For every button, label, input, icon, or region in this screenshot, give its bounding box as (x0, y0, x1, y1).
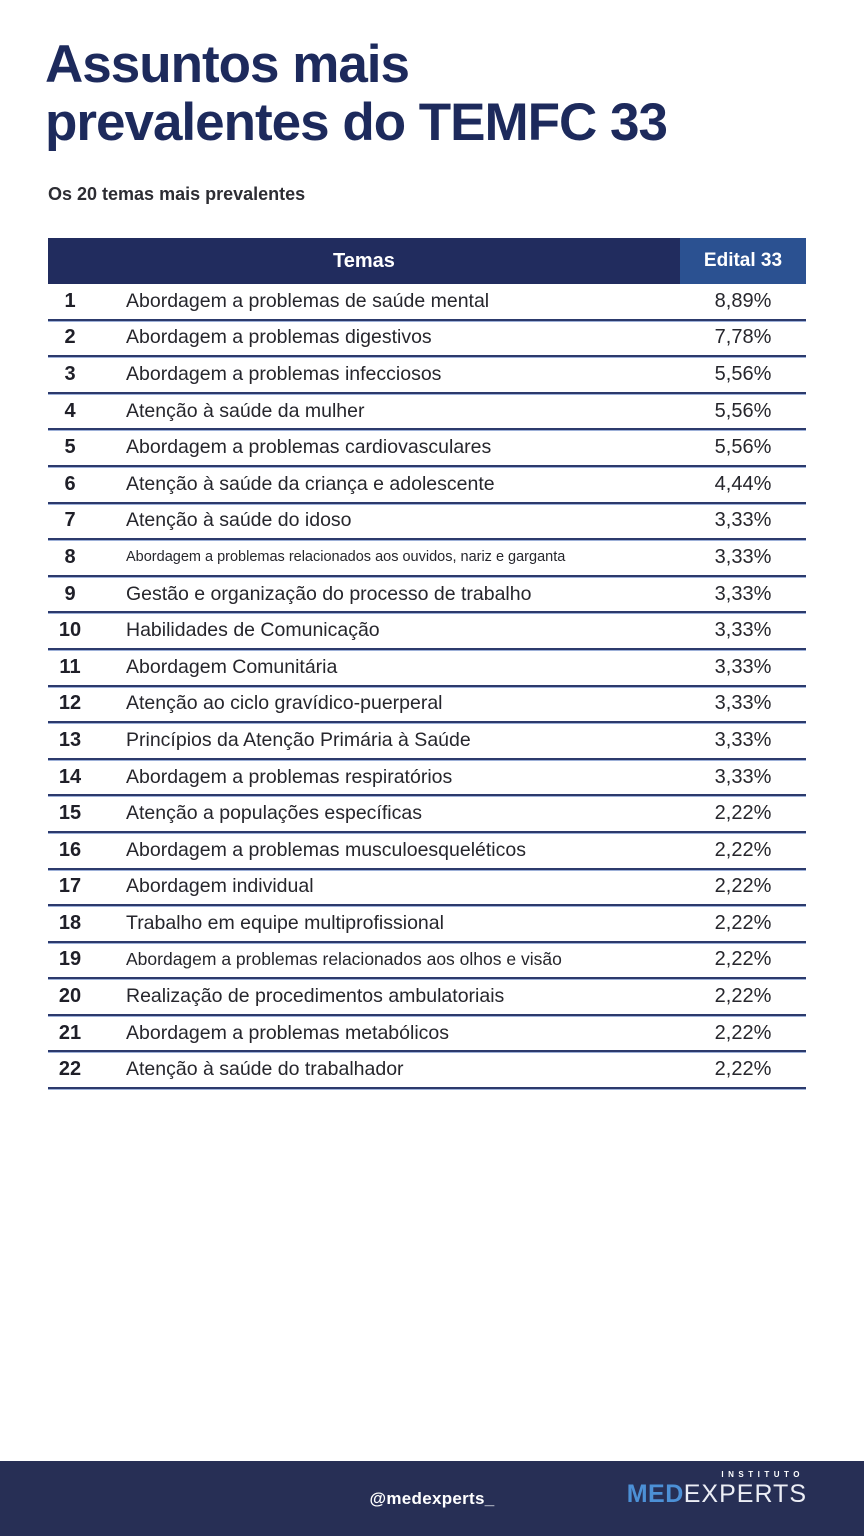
table-row (48, 943, 806, 980)
row-percentage: 3,33% (714, 655, 772, 678)
row-percentage: 5,56% (714, 399, 772, 422)
row-rank: 18 (58, 911, 82, 934)
table-row (48, 577, 806, 614)
row-percentage: 4,44% (714, 472, 772, 495)
row-theme: Abordagem a problemas digestivos (126, 326, 432, 349)
row-rank: 2 (64, 326, 76, 349)
row-theme: Abordagem a problemas musculoesqueléticos (126, 838, 526, 861)
table-row (48, 504, 806, 541)
logo-med-text: MED (626, 1480, 684, 1508)
row-theme: Abordagem individual (126, 875, 314, 898)
row-theme: Abordagem a problemas de saúde mental (126, 289, 490, 312)
table-row (48, 357, 806, 394)
row-theme: Habilidades de Comunicação (126, 619, 380, 642)
row-percentage: 3,33% (714, 728, 772, 751)
row-theme: Atenção a populações específicas (126, 802, 422, 825)
row-rank: 6 (64, 472, 76, 495)
row-rank: 12 (58, 692, 82, 715)
row-percentage: 2,22% (714, 1021, 772, 1044)
row-rank: 11 (59, 655, 81, 678)
table-row (48, 723, 806, 760)
footer-bar (0, 1461, 864, 1536)
row-theme: Realização de procedimentos ambulatoriais (126, 985, 505, 1008)
table-row (48, 321, 806, 358)
row-theme: Atenção ao ciclo gravídico-puerperal (126, 692, 443, 715)
row-percentage: 3,33% (714, 692, 772, 715)
row-rank: 22 (58, 1058, 82, 1081)
row-theme: Gestão e organização do processo de trabalho (126, 582, 532, 605)
table-row (48, 430, 806, 467)
row-rank: 9 (64, 582, 76, 605)
row-percentage: 2,22% (714, 838, 772, 861)
table-body (48, 284, 806, 1089)
row-percentage: 5,56% (714, 362, 772, 385)
row-theme: Abordagem a problemas cardiovasculares (126, 436, 492, 459)
table-row (48, 394, 806, 431)
row-rank: 5 (64, 436, 76, 459)
row-rank: 4 (64, 399, 76, 422)
row-theme: Trabalho em equipe multiprofissional (126, 911, 444, 934)
table-header-row (48, 238, 806, 284)
row-percentage: 7,78% (714, 326, 772, 349)
logo-instituto-text: INSTITUTO (721, 1470, 804, 1479)
table-header-edital-33: Edital 33 (680, 238, 806, 284)
page-title-line2: prevalentes do TEMFC 33 (45, 93, 668, 152)
row-rank: 15 (58, 802, 82, 825)
table-row (48, 870, 806, 907)
row-theme: Atenção à saúde do trabalhador (126, 1058, 404, 1081)
table-row (48, 1052, 806, 1089)
medexperts-logo (627, 1470, 807, 1507)
table-row (48, 796, 806, 833)
row-rank: 1 (64, 289, 76, 312)
row-percentage: 2,22% (714, 802, 772, 825)
table-row (48, 760, 806, 797)
table-row (48, 1016, 806, 1053)
row-percentage: 2,22% (714, 1058, 772, 1081)
row-percentage: 3,33% (714, 582, 772, 605)
row-rank: 19 (58, 948, 82, 971)
table-row (48, 467, 806, 504)
row-percentage: 2,22% (714, 985, 772, 1008)
row-percentage: 2,22% (714, 875, 772, 898)
row-percentage: 8,89% (714, 289, 772, 312)
table-row (48, 833, 806, 870)
row-theme: Atenção à saúde da mulher (126, 399, 365, 422)
table-row (48, 906, 806, 943)
page-title (45, 36, 667, 152)
row-rank: 17 (58, 875, 82, 898)
row-rank: 10 (58, 619, 82, 642)
row-rank: 14 (58, 765, 82, 788)
row-rank: 21 (58, 1021, 82, 1044)
table-header-temas: Temas (48, 238, 680, 284)
prevalence-table (48, 238, 806, 1089)
row-percentage: 3,33% (714, 765, 772, 788)
row-rank: 7 (64, 509, 76, 532)
row-theme: Abordagem a problemas infecciosos (126, 362, 442, 385)
row-theme: Princípios da Atenção Primária à Saúde (126, 728, 471, 751)
row-rank: 16 (58, 838, 82, 861)
page-subtitle: Os 20 temas mais prevalentes (48, 184, 306, 204)
row-theme: Abordagem a problemas relacionados aos ouvidos, nariz e garganta (126, 549, 566, 566)
row-theme: Abordagem Comunitária (126, 655, 338, 678)
table-row (48, 687, 806, 724)
social-handle: @medexperts_ (369, 1488, 495, 1508)
row-percentage: 3,33% (714, 619, 772, 642)
row-percentage: 3,33% (714, 509, 772, 532)
table-row (48, 650, 806, 687)
row-theme: Abordagem a problemas relacionados aos olhos e visão (126, 949, 562, 970)
row-rank: 8 (64, 545, 76, 568)
row-theme: Atenção à saúde do idoso (126, 509, 352, 532)
table-row (48, 613, 806, 650)
row-theme: Atenção à saúde da criança e adolescente (126, 472, 495, 495)
table-row (48, 284, 806, 321)
row-rank: 13 (58, 728, 82, 751)
row-percentage: 5,56% (714, 436, 772, 459)
row-percentage: 3,33% (714, 545, 772, 568)
row-rank: 20 (58, 985, 82, 1008)
row-theme: Abordagem a problemas respiratórios (126, 765, 453, 788)
row-rank: 3 (64, 362, 76, 385)
row-theme: Abordagem a problemas metabólicos (126, 1021, 450, 1044)
logo-experts-text: EXPERTS (683, 1480, 807, 1508)
logo-brand-text (627, 1481, 807, 1507)
row-percentage: 2,22% (714, 948, 772, 971)
row-percentage: 2,22% (714, 911, 772, 934)
page-title-line1: Assuntos mais (45, 35, 410, 94)
table-row (48, 979, 806, 1016)
table-row (48, 540, 806, 577)
